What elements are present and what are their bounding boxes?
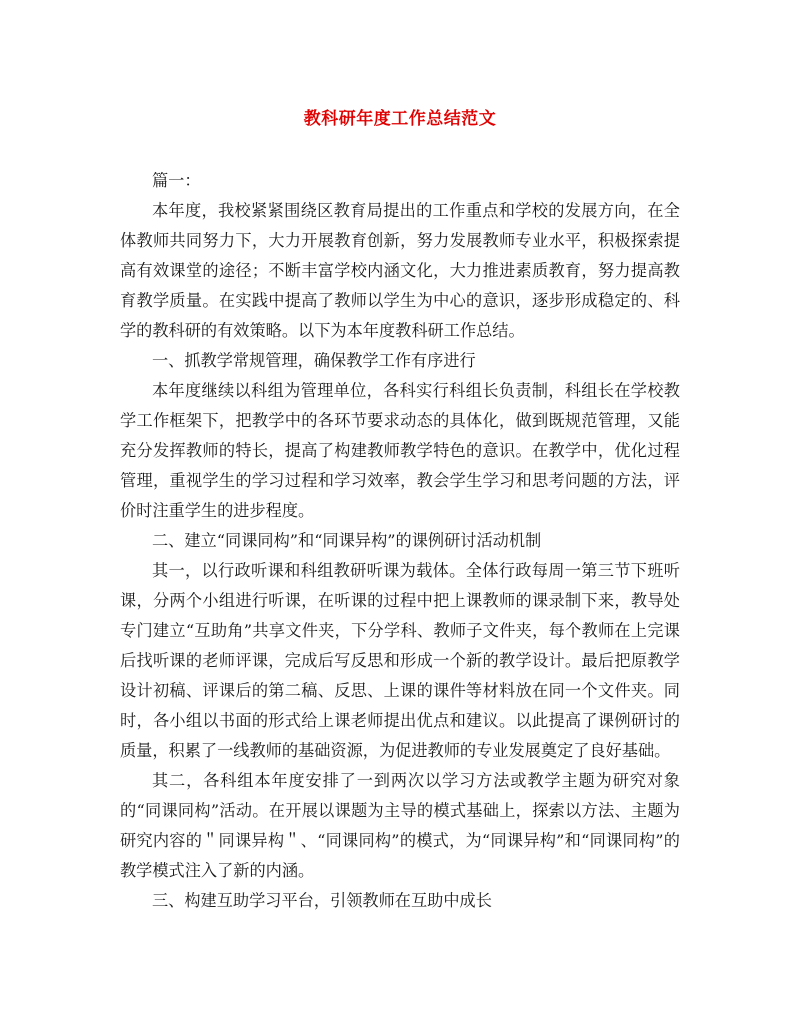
section-heading-3: 三、构建互助学习平台，引领教师在互助中成长 xyxy=(152,891,492,910)
paragraph-section-2a: 其一，以行政听课和科组教研听课为载体。全体行政每周一第三节下班听课，分两个小组进行听课，在听课的过程中把上课教师的课录制下来，教导处专门建立“互助角”共享文件夹，下分学科、教师子文件夹，每个教师在上完课后找听课的老师评课，完成后写反思和形成一个新的教学设计。最后把原教学设计初稿、评课后的第二稿、反思、上课的课件等材料放在同一个文件夹。同时，各小组以书面的形式给上课老师提出优点和建议。以此提高了课例研讨的质量，积累了一线教师的基础资源，为促进教师的专业发展奠定了良好基础。 xyxy=(120,561,680,760)
document-title: 教科研年度工作总结范文 xyxy=(303,109,497,129)
section-heading-2: 二、建立“同课同构”和“同课异构”的课例研讨活动机制 xyxy=(152,531,542,550)
section-heading-1: 一、抓教学常规管理，确保教学工作有序进行 xyxy=(152,351,476,370)
paragraph-section-2b: 其二，各科组本年度安排了一到两次以学习方法或教学主题为研究对象的“同课同构”活动。在开展以课题为主导的模式基础上，探索以方法、主题为研究内容的＂同课异构＂、“同课同构”的模式，为“同课异构”和“同课同构”的教学模式注入了新的内涵。 xyxy=(120,771,680,880)
document-body xyxy=(120,166,680,916)
paragraph-intro: 本年度，我校紧紧围绕区教育局提出的工作重点和学校的发展方向，在全体教师共同努力下，大力开展教育创新，努力发展教师专业水平，积极探索提高有效课堂的途径；不断丰富学校内涵文化，大力推进素质教育，努力提高教育教学质量。在实践中提高了教师以学生为中心的意识，逐步形成稳定的、科学的教科研的有效策略。以下为本年度教科研工作总结。 xyxy=(120,201,680,340)
paragraph-section-1: 本年度继续以科组为管理单位，各科实行科组长负责制，科组长在学校教学工作框架下，把教学中的各环节要求动态的具体化，做到既规范管理，又能充分发挥教师的特长，提高了构建教师教学特色的意识。在教学中，优化过程管理，重视学生的学习过程和学习效率，教会学生学习和思考问题的方法，评价时注重学生的进步程度。 xyxy=(120,381,680,520)
paragraph-label: 篇一： xyxy=(152,171,201,190)
